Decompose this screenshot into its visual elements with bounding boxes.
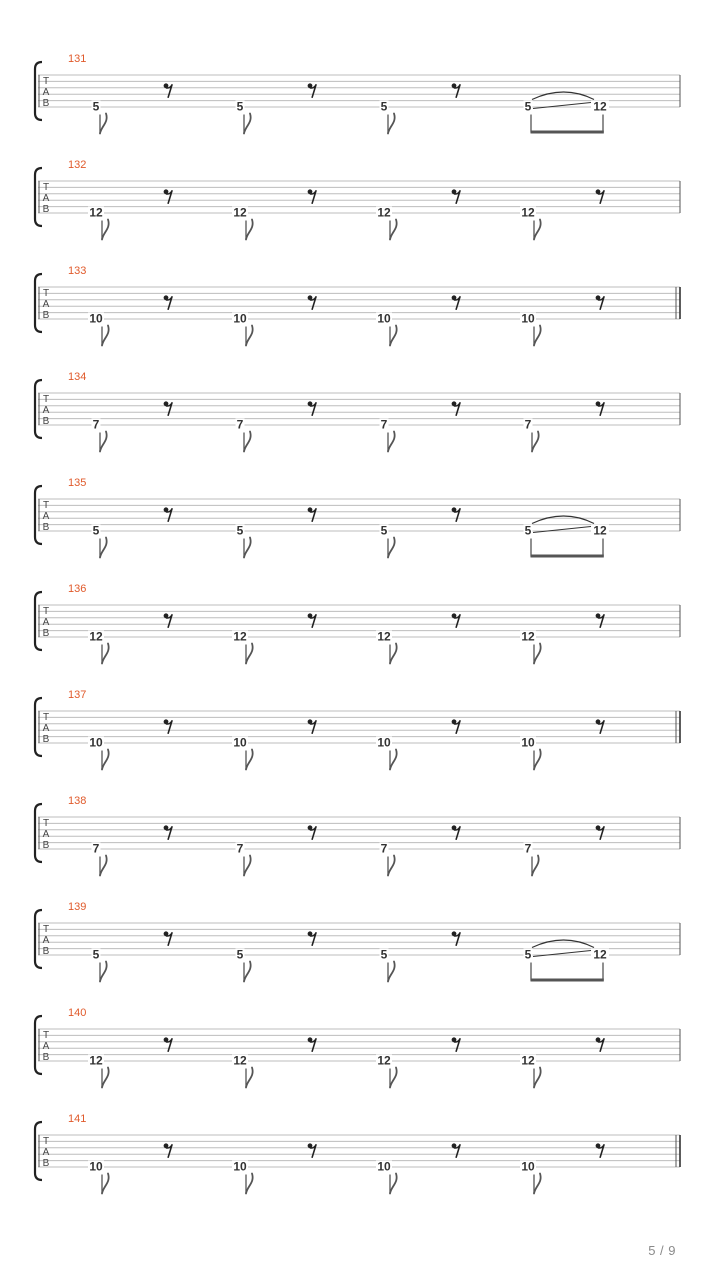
fret-number: 10 (521, 735, 535, 750)
tab-system (35, 689, 680, 770)
clef-letter: A (42, 511, 50, 522)
measure-number: 137 (68, 689, 87, 701)
eighth-note-flag-icon (244, 962, 251, 982)
clef-letter: A (42, 299, 50, 310)
slur-icon (532, 516, 594, 524)
tab-clef-icon (43, 606, 50, 639)
eighth-note-flag-icon (390, 220, 397, 240)
eighth-note-flag-icon (246, 644, 253, 664)
fret-number: 10 (233, 311, 247, 326)
tab-system (35, 1007, 680, 1088)
fret-number: 5 (236, 947, 244, 962)
eighth-note-flag-icon (100, 114, 107, 134)
eighth-rest-icon (596, 825, 604, 839)
tab-system (35, 159, 680, 240)
measure-number: 140 (68, 1007, 87, 1019)
fret-number: 12 (233, 629, 247, 644)
fret-number: 10 (89, 735, 103, 750)
tab-clef-icon (43, 76, 50, 109)
eighth-rest-icon (308, 83, 316, 97)
eighth-rest-icon (452, 507, 460, 521)
note-beam (531, 131, 604, 134)
fret-number: 12 (377, 629, 391, 644)
eighth-rest-icon (452, 719, 460, 733)
slur-icon (532, 92, 594, 100)
note-beam (531, 555, 604, 558)
clef-letter: T (42, 288, 50, 299)
fret-number: 12 (521, 1053, 535, 1068)
fret-number: 5 (380, 523, 388, 538)
clef-letter: A (42, 723, 50, 734)
eighth-note-flag-icon (388, 856, 395, 876)
measure-number: 141 (68, 1113, 87, 1125)
fret-number: 5 (524, 947, 532, 962)
eighth-note-flag-icon (390, 1174, 397, 1194)
eighth-rest-icon (308, 825, 316, 839)
eighth-note-flag-icon (246, 220, 253, 240)
eighth-note-flag-icon (388, 432, 395, 452)
fret-number: 12 (593, 99, 607, 114)
clef-letter: A (42, 1147, 50, 1158)
clef-letter: B (42, 1052, 50, 1063)
measure-number: 134 (68, 371, 87, 383)
fret-number: 10 (233, 1159, 247, 1174)
fret-number: 12 (593, 947, 607, 962)
tab-system (35, 477, 680, 558)
clef-letter: B (42, 522, 50, 533)
eighth-rest-icon (308, 613, 316, 627)
eighth-note-flag-icon (534, 220, 541, 240)
eighth-note-flag-icon (246, 750, 253, 770)
fret-number: 10 (233, 735, 247, 750)
fret-number: 7 (236, 417, 244, 432)
eighth-note-flag-icon (534, 1068, 541, 1088)
clef-letter: B (42, 628, 50, 639)
measure-number: 133 (68, 265, 87, 277)
eighth-note-flag-icon (244, 432, 251, 452)
fret-number: 10 (521, 1159, 535, 1174)
fret-number: 12 (593, 523, 607, 538)
slide-icon (533, 951, 591, 957)
page-number: 5 / 9 (648, 1243, 676, 1258)
eighth-note-flag-icon (244, 538, 251, 558)
fret-number: 12 (89, 205, 103, 220)
fret-number: 5 (524, 523, 532, 538)
eighth-note-flag-icon (534, 644, 541, 664)
fret-number: 5 (236, 99, 244, 114)
eighth-rest-icon (596, 719, 604, 733)
tab-clef-icon (43, 500, 50, 533)
eighth-rest-icon (308, 719, 316, 733)
eighth-note-flag-icon (390, 1068, 397, 1088)
fret-number: 5 (92, 523, 100, 538)
eighth-rest-icon (452, 295, 460, 309)
eighth-rest-icon (452, 1037, 460, 1051)
eighth-rest-icon (452, 401, 460, 415)
clef-letter: T (42, 712, 50, 723)
fret-number: 12 (89, 629, 103, 644)
eighth-note-flag-icon (244, 114, 251, 134)
fret-number: 7 (524, 417, 532, 432)
eighth-rest-icon (164, 825, 172, 839)
note-beam (531, 979, 604, 982)
clef-letter: B (42, 98, 50, 109)
tab-system (35, 583, 680, 664)
tab-system (35, 265, 680, 346)
slide-icon (533, 103, 591, 109)
eighth-note-flag-icon (388, 962, 395, 982)
tab-system (35, 795, 680, 876)
tab-clef-icon (43, 394, 50, 427)
tab-clef-icon (43, 924, 50, 957)
fret-number: 10 (377, 1159, 391, 1174)
clef-letter: B (42, 734, 50, 745)
fret-number: 5 (380, 99, 388, 114)
eighth-rest-icon (596, 613, 604, 627)
measure-number: 139 (68, 901, 87, 913)
eighth-note-flag-icon (102, 220, 109, 240)
clef-letter: T (42, 924, 50, 935)
tab-system (35, 371, 680, 452)
eighth-note-flag-icon (102, 326, 109, 346)
clef-letter: A (42, 617, 50, 628)
eighth-note-flag-icon (100, 538, 107, 558)
fret-number: 12 (521, 629, 535, 644)
tab-clef-icon (43, 1136, 50, 1169)
eighth-note-flag-icon (246, 1174, 253, 1194)
fret-number: 5 (236, 523, 244, 538)
clef-letter: T (42, 1136, 50, 1147)
eighth-note-flag-icon (534, 326, 541, 346)
eighth-rest-icon (164, 189, 172, 203)
eighth-rest-icon (308, 507, 316, 521)
clef-letter: T (42, 606, 50, 617)
clef-letter: T (42, 500, 50, 511)
tab-system (35, 1113, 680, 1194)
eighth-rest-icon (308, 1143, 316, 1157)
eighth-note-flag-icon (388, 114, 395, 134)
clef-letter: A (42, 87, 50, 98)
tab-system (35, 53, 680, 134)
eighth-note-flag-icon (102, 644, 109, 664)
eighth-rest-icon (308, 401, 316, 415)
measure-number: 135 (68, 477, 87, 489)
eighth-note-flag-icon (102, 1068, 109, 1088)
clef-letter: T (42, 818, 50, 829)
tab-clef-icon (43, 182, 50, 215)
fret-number: 10 (521, 311, 535, 326)
eighth-note-flag-icon (100, 432, 107, 452)
eighth-rest-icon (452, 1143, 460, 1157)
eighth-note-flag-icon (532, 432, 539, 452)
fret-number: 10 (377, 311, 391, 326)
fret-number: 12 (89, 1053, 103, 1068)
measure-number: 138 (68, 795, 87, 807)
fret-number: 12 (233, 205, 247, 220)
clef-letter: A (42, 829, 50, 840)
clef-letter: T (42, 1030, 50, 1041)
eighth-note-flag-icon (532, 856, 539, 876)
eighth-note-flag-icon (246, 326, 253, 346)
eighth-rest-icon (452, 83, 460, 97)
tab-system (35, 901, 680, 982)
eighth-note-flag-icon (390, 326, 397, 346)
eighth-rest-icon (596, 189, 604, 203)
fret-number: 5 (524, 99, 532, 114)
slur-icon (532, 940, 594, 948)
eighth-note-flag-icon (100, 856, 107, 876)
eighth-note-flag-icon (390, 644, 397, 664)
fret-number: 12 (233, 1053, 247, 1068)
fret-number: 7 (92, 841, 100, 856)
eighth-rest-icon (596, 1143, 604, 1157)
clef-letter: A (42, 193, 50, 204)
eighth-rest-icon (308, 189, 316, 203)
fret-number: 12 (377, 1053, 391, 1068)
eighth-rest-icon (308, 931, 316, 945)
fret-number: 5 (92, 99, 100, 114)
eighth-note-flag-icon (390, 750, 397, 770)
clef-letter: B (42, 204, 50, 215)
clef-letter: T (42, 182, 50, 193)
eighth-rest-icon (452, 613, 460, 627)
eighth-rest-icon (596, 1037, 604, 1051)
clef-letter: B (42, 416, 50, 427)
tab-clef-icon (43, 1030, 50, 1063)
eighth-note-flag-icon (244, 856, 251, 876)
tab-clef-icon (43, 288, 50, 321)
fret-number: 12 (521, 205, 535, 220)
clef-letter: A (42, 935, 50, 946)
clef-letter: T (42, 394, 50, 405)
eighth-rest-icon (164, 931, 172, 945)
eighth-note-flag-icon (102, 1174, 109, 1194)
fret-number: 7 (92, 417, 100, 432)
clef-letter: A (42, 1041, 50, 1052)
eighth-note-flag-icon (388, 538, 395, 558)
eighth-rest-icon (164, 1037, 172, 1051)
clef-letter: B (42, 946, 50, 957)
clef-letter: T (42, 76, 50, 87)
clef-letter: B (42, 1158, 50, 1169)
tab-clef-icon (43, 712, 50, 745)
eighth-rest-icon (164, 719, 172, 733)
eighth-rest-icon (596, 401, 604, 415)
eighth-note-flag-icon (534, 750, 541, 770)
eighth-note-flag-icon (102, 750, 109, 770)
clef-letter: B (42, 310, 50, 321)
eighth-rest-icon (452, 931, 460, 945)
slide-icon (533, 527, 591, 533)
fret-number: 10 (89, 311, 103, 326)
eighth-rest-icon (164, 401, 172, 415)
fret-number: 7 (236, 841, 244, 856)
fret-number: 5 (380, 947, 388, 962)
eighth-note-flag-icon (534, 1174, 541, 1194)
eighth-rest-icon (308, 1037, 316, 1051)
eighth-rest-icon (596, 295, 604, 309)
fret-number: 7 (524, 841, 532, 856)
eighth-note-flag-icon (100, 962, 107, 982)
fret-number: 10 (89, 1159, 103, 1174)
eighth-rest-icon (164, 83, 172, 97)
measure-number: 132 (68, 159, 87, 171)
eighth-rest-icon (452, 189, 460, 203)
fret-number: 10 (377, 735, 391, 750)
eighth-rest-icon (164, 507, 172, 521)
eighth-rest-icon (164, 1143, 172, 1157)
clef-letter: B (42, 840, 50, 851)
measure-number: 131 (68, 53, 87, 65)
eighth-rest-icon (308, 295, 316, 309)
fret-number: 12 (377, 205, 391, 220)
eighth-rest-icon (164, 295, 172, 309)
tab-clef-icon (43, 818, 50, 851)
fret-number: 7 (380, 841, 388, 856)
eighth-rest-icon (164, 613, 172, 627)
clef-letter: A (42, 405, 50, 416)
fret-number: 7 (380, 417, 388, 432)
fret-number: 5 (92, 947, 100, 962)
eighth-rest-icon (452, 825, 460, 839)
eighth-note-flag-icon (246, 1068, 253, 1088)
measure-number: 136 (68, 583, 87, 595)
